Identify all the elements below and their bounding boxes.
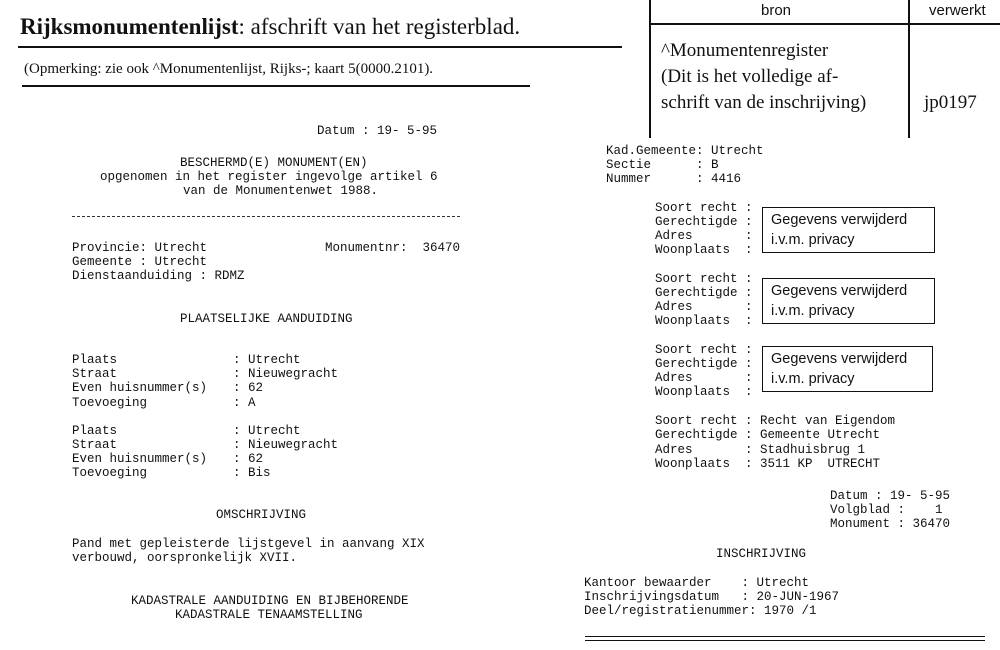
document-title <box>20 14 520 40</box>
gerechtigde-label: Gerechtigde : <box>655 286 753 300</box>
gerechtigde-label: Gerechtigde : <box>655 215 753 229</box>
owner-woonplaats: Woonplaats : 3511 KP UTRECHT <box>655 457 881 471</box>
bron-line-3: schrift van de inschrijving) <box>661 92 867 113</box>
privacy-redaction-box <box>762 278 935 324</box>
omschrijving-line-1: Pand met gepleisterde lijstgevel in aanvang XIX <box>72 537 425 551</box>
table-header-rule <box>649 23 1000 25</box>
woonplaats-label: Woonplaats : <box>655 243 753 257</box>
nummer: Nummer : 4416 <box>606 172 742 186</box>
title-underline <box>18 46 622 48</box>
straat-label: Straat <box>72 438 118 452</box>
soort-recht-label: Soort recht : <box>655 201 753 215</box>
privacy-line-1: Gegevens verwijderd <box>771 351 908 367</box>
privacy-line-2: i.v.m. privacy <box>771 232 855 248</box>
verwerkt-value: jp0197 <box>924 92 977 113</box>
title-rest: : afschrift van het registerblad. <box>238 14 521 39</box>
bron-line-2: (Dit is het volledige af- <box>661 66 839 87</box>
monumentnr: Monumentnr: 36470 <box>325 241 461 255</box>
plaats-value: : Utrecht <box>233 424 301 438</box>
bottom-rule-1 <box>585 636 985 637</box>
table-column-divider <box>908 0 910 138</box>
inschrijving-heading: INSCHRIJVING <box>716 547 807 561</box>
privacy-line-2: i.v.m. privacy <box>771 371 855 387</box>
woonplaats-label: Woonplaats : <box>655 314 753 328</box>
source-table <box>649 0 1000 138</box>
owner-adres: Adres : Stadhuisbrug 1 <box>655 443 866 457</box>
plaats-label: Plaats <box>72 424 118 438</box>
col-header-verwerkt: verwerkt <box>929 2 986 19</box>
huisnummer-label: Even huisnummer(s) <box>72 452 208 466</box>
note-text: (Opmerking: zie ook ^Monumentenlijst, Rijks-; kaart 5(0000.2101). <box>24 61 434 77</box>
omschrijving-line-2: verbouwd, oorspronkelijk XVII. <box>72 551 298 565</box>
heading-line-3: van de Monumentenwet 1988. <box>183 184 379 198</box>
plaats-value: : Utrecht <box>233 353 301 367</box>
dashed-separator <box>72 216 460 217</box>
monument-number: Monument : 36470 <box>830 517 951 531</box>
soort-recht-label: Soort recht : <box>655 272 753 286</box>
title-bold: Rijksmonumentenlijst <box>20 14 239 39</box>
table-left-border <box>649 0 651 138</box>
soort-recht-label: Soort recht : <box>655 343 753 357</box>
omschrijving-heading: OMSCHRIJVING <box>216 508 307 522</box>
privacy-redaction-box <box>762 207 935 253</box>
sectie: Sectie : B <box>606 158 719 172</box>
volgblad: Volgblad : 1 <box>830 503 943 517</box>
adres-label: Adres : <box>655 229 753 243</box>
deel-registratienummer: Deel/registratienummer: 1970 /1 <box>584 604 817 618</box>
heading-line-1: BESCHERMD(E) MONUMENT(EN) <box>180 156 368 170</box>
note-underline <box>22 85 530 87</box>
left-datum: Datum : 19- 5-95 <box>317 124 438 138</box>
straat-label: Straat <box>72 367 118 381</box>
straat-value: : Nieuwegracht <box>233 438 339 452</box>
owner-soort-recht: Soort recht : Recht van Eigendom <box>655 414 896 428</box>
col-header-bron: bron <box>761 2 792 19</box>
heading-line-2: opgenomen in het register ingevolge artikel 6 <box>100 170 438 184</box>
owner-gerechtigde: Gerechtigde : Gemeente Utrecht <box>655 428 881 442</box>
toevoeging-value: : A <box>233 396 256 410</box>
plaats-label: Plaats <box>72 353 118 367</box>
straat-value: : Nieuwegracht <box>233 367 339 381</box>
huisnummer-value: : 62 <box>233 452 264 466</box>
right-datum: Datum : 19- 5-95 <box>830 489 951 503</box>
privacy-line-2: i.v.m. privacy <box>771 303 855 319</box>
bottom-rule-2 <box>585 640 985 641</box>
adres-label: Adres : <box>655 300 753 314</box>
toevoeging-value: : Bis <box>233 466 271 480</box>
gerechtigde-label: Gerechtigde : <box>655 357 753 371</box>
huisnummer-value: : 62 <box>233 381 264 395</box>
dienstaanduiding: Dienstaanduiding : RDMZ <box>72 269 245 283</box>
bron-line-1: ^Monumentenregister <box>661 40 829 61</box>
privacy-redaction-box <box>762 346 933 392</box>
toevoeging-label: Toevoeging <box>72 396 148 410</box>
kadastrale-line-1: KADASTRALE AANDUIDING EN BIJBEHORENDE <box>131 594 409 608</box>
plaatselijke-heading: PLAATSELIJKE AANDUIDING <box>180 312 353 326</box>
woonplaats-label: Woonplaats : <box>655 385 753 399</box>
kadastrale-line-2: KADASTRALE TENAAMSTELLING <box>175 608 363 622</box>
privacy-line-1: Gegevens verwijderd <box>771 212 908 228</box>
provincie: Provincie: Utrecht <box>72 241 208 255</box>
privacy-line-1: Gegevens verwijderd <box>771 283 908 299</box>
huisnummer-label: Even huisnummer(s) <box>72 381 208 395</box>
kad-gemeente: Kad.Gemeente: Utrecht <box>606 144 764 158</box>
inschrijvingsdatum: Inschrijvingsdatum : 20-JUN-1967 <box>584 590 840 604</box>
toevoeging-label: Toevoeging <box>72 466 148 480</box>
kantoor-bewaarder: Kantoor bewaarder : Utrecht <box>584 576 810 590</box>
adres-label: Adres : <box>655 371 753 385</box>
gemeente: Gemeente : Utrecht <box>72 255 208 269</box>
